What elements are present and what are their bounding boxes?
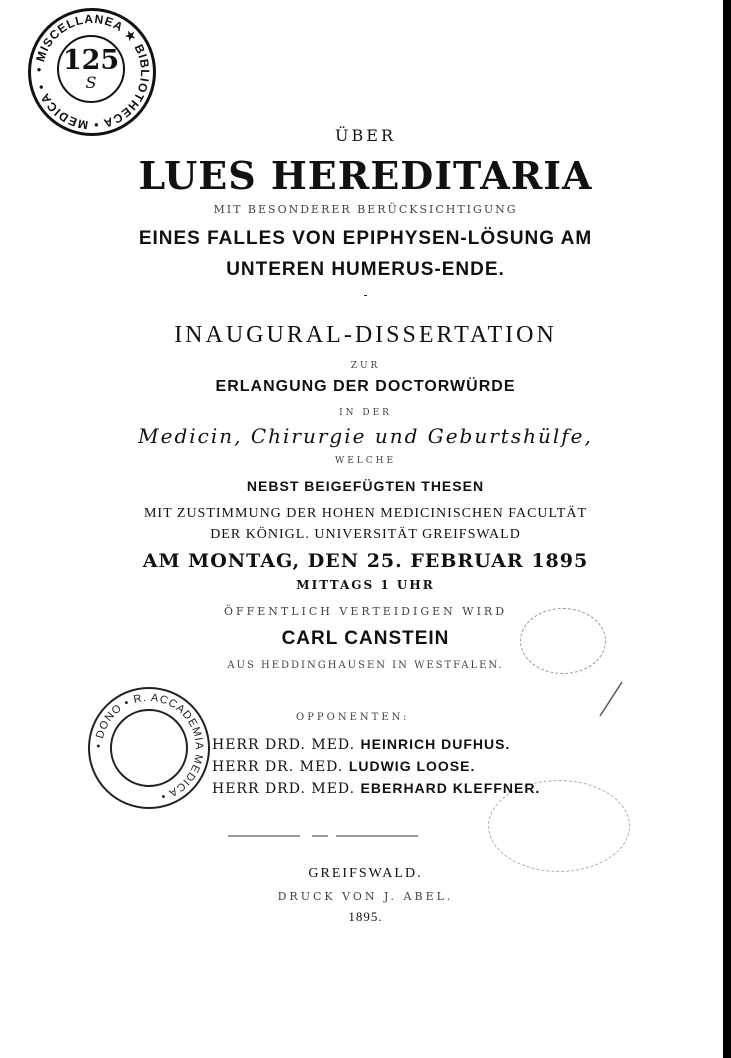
opponent-2-name: LUDWIG LOOSE. bbox=[348, 758, 476, 774]
university-line: DER KÖNIGL. UNIVERSITÄT GREIFSWALD bbox=[210, 527, 521, 542]
stamp-number: 125 bbox=[62, 45, 120, 76]
pen-mark bbox=[596, 680, 626, 720]
theses-line: NEBST BEIGEFÜGTEN THESEN bbox=[246, 478, 485, 494]
imprint-city: GREIFSWALD. bbox=[308, 866, 423, 881]
stamp-center bbox=[57, 35, 125, 103]
faculty-field: Medicin, Chirurgie und Geburtshülfe, bbox=[138, 424, 593, 448]
library-stamp bbox=[28, 8, 156, 136]
opponent-3 bbox=[212, 780, 540, 797]
in-der-label: IN DER bbox=[339, 408, 392, 418]
date-line: AM MONTAG, DEN 25. FEBRUAR 1895 bbox=[142, 550, 589, 572]
donation-stamp-center bbox=[110, 709, 188, 787]
subtitle-small: MIT BESONDERER BERÜCKSICHTIGUNG bbox=[213, 203, 518, 216]
divider-rule bbox=[228, 834, 418, 838]
stamp-ring-text: • MISCELLANEA ★ BIBLIOTHECA • MEDICA • bbox=[31, 11, 153, 133]
dissertation-heading: INAUGURAL-DISSERTATION bbox=[174, 322, 557, 348]
zur-label: ZUR bbox=[350, 361, 381, 371]
opponent-2 bbox=[212, 758, 475, 775]
welche-label: WELCHE bbox=[334, 456, 397, 466]
imprint-printer: DRUCK VON J. ABEL. bbox=[277, 890, 454, 903]
donation-ring-text: • DONO • R. ACCADEMIA MEDICA • bbox=[92, 691, 206, 803]
opponent-1 bbox=[212, 736, 510, 753]
divider-dash: - bbox=[363, 288, 368, 302]
subtitle-line-1: EINES FALLES VON EPIPHYSEN-LÖSUNG AM bbox=[138, 228, 593, 249]
author-name: CARL CANSTEIN bbox=[281, 628, 450, 649]
opponent-3-name: EBERHARD KLEFFNER. bbox=[360, 780, 541, 796]
opponent-1-name: HEINRICH DUFHUS. bbox=[360, 736, 511, 752]
origin-line: AUS HEDDINGHAUSEN IN WESTFALEN. bbox=[227, 660, 504, 671]
donation-stamp bbox=[88, 687, 210, 809]
opponent-2-prefix: HERR DR. MED. bbox=[212, 759, 344, 775]
stamp-sub: S bbox=[85, 73, 97, 92]
degree-line: ERLANGUNG DER DOCTORWÜRDE bbox=[215, 378, 516, 395]
ghost-stamp-top bbox=[520, 608, 606, 674]
title-main: LUES HEREDITARIA bbox=[138, 153, 593, 198]
opponent-3-prefix: HERR DRD. MED. bbox=[212, 781, 356, 797]
time-line: MITTAGS 1 UHR bbox=[296, 578, 435, 592]
subtitle-line-2: UNTEREN HUMERUS-ENDE. bbox=[226, 259, 505, 280]
consent-line: MIT ZUSTIMMUNG DER HOHEN MEDICINISCHEN FACULTÄT bbox=[143, 506, 588, 521]
imprint-year: 1895. bbox=[348, 909, 383, 924]
title-pre: ÜBER bbox=[335, 126, 396, 145]
opponents-label: OPPONENTEN: bbox=[296, 712, 410, 723]
opponent-1-prefix: HERR DRD. MED. bbox=[212, 737, 356, 753]
defend-line: ÖFFENTLICH VERTEIDIGEN WIRD bbox=[223, 605, 508, 618]
